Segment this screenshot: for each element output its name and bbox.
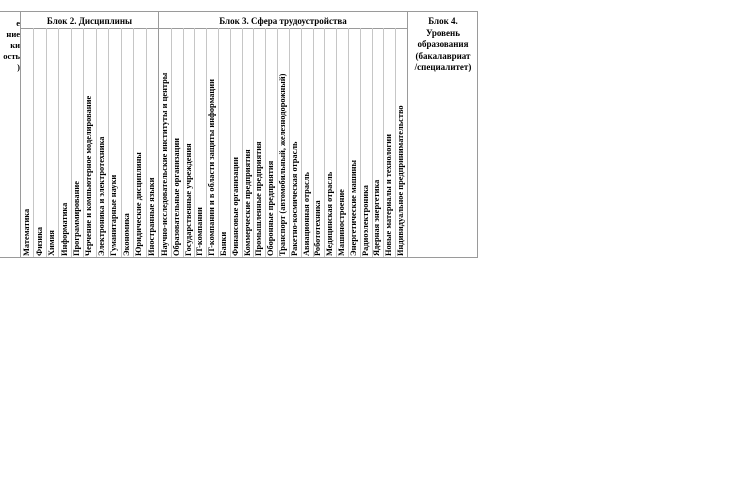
employment-column-divider	[265, 28, 266, 257]
discipline-column-label: Химия	[47, 230, 57, 256]
employment-column-divider	[360, 28, 361, 257]
block3-title: Блок 3. Сфера трудоустройства	[219, 16, 347, 26]
employment-column	[265, 28, 277, 256]
discipline-column-label: Электроника и электротехника	[96, 136, 106, 256]
employment-column-divider	[313, 28, 314, 257]
employment-column	[194, 28, 206, 256]
discipline-column	[108, 28, 120, 256]
discipline-column	[83, 28, 95, 256]
employment-column	[348, 28, 360, 256]
employment-column-divider	[171, 28, 172, 257]
employment-column	[324, 28, 336, 256]
block1-fragment: е	[16, 18, 20, 28]
discipline-column-label: Иностранные языки	[146, 177, 156, 256]
employment-column-label: Образовательные организации	[171, 138, 181, 256]
employment-column-label: IT-компании	[195, 207, 205, 256]
employment-column-label: Промышленные предприятия	[254, 141, 264, 256]
discipline-column-divider	[83, 28, 84, 257]
discipline-column-divider	[146, 28, 147, 257]
employment-column	[159, 28, 171, 256]
discipline-column-divider	[58, 28, 59, 257]
employment-column	[242, 28, 254, 256]
discipline-column-label: Программирование	[72, 181, 82, 256]
employment-column-label: IT-компании и в области защиты информации	[207, 79, 217, 256]
employment-column-divider	[253, 28, 254, 257]
discipline-column	[21, 28, 33, 256]
discipline-column-label: Экономика	[121, 213, 131, 256]
discipline-column-label: Гуманитарные науки	[109, 174, 119, 256]
discipline-column-divider	[46, 28, 47, 257]
employment-column-divider	[194, 28, 195, 257]
discipline-column-label: Информатика	[59, 202, 69, 256]
employment-column-divider	[395, 28, 396, 257]
employment-column-label: Новые материалы и технологии	[384, 134, 394, 256]
employment-column	[301, 28, 313, 256]
employment-column	[183, 28, 195, 256]
employment-column-divider	[183, 28, 184, 257]
employment-column-label: Радиоэлектроника	[360, 185, 370, 256]
employment-column	[206, 28, 218, 256]
employment-column	[230, 28, 242, 256]
discipline-column	[71, 28, 83, 256]
discipline-column-label: Юридические дисциплины	[134, 152, 144, 256]
employment-column-label: Коммерческие предприятия	[242, 149, 252, 256]
employment-column-divider	[348, 28, 349, 257]
employment-column-divider	[230, 28, 231, 257]
discipline-column-divider	[96, 28, 97, 257]
employment-column-divider	[242, 28, 243, 257]
employment-column-label: Индивидуальное предпринимательство	[396, 105, 406, 256]
employment-column-divider	[372, 28, 373, 257]
employment-column	[171, 28, 183, 256]
block4-line: (бакалавриат	[415, 50, 471, 61]
employment-column-divider	[383, 28, 384, 257]
block4-line: /специалитет)	[414, 62, 472, 72]
employment-column-divider	[324, 28, 325, 257]
discipline-column-divider	[121, 28, 122, 257]
employment-column-label: Транспорт (автомобильный, железнодорожный)	[277, 73, 287, 256]
employment-column-divider	[206, 28, 207, 257]
employment-column	[372, 28, 384, 256]
block1-fragment: ки	[10, 40, 20, 50]
discipline-column	[46, 28, 58, 256]
employment-column	[253, 28, 265, 256]
block4-line: образования	[417, 39, 469, 49]
discipline-column-label: Математика	[22, 208, 32, 256]
block4-line: Уровень	[426, 27, 460, 38]
discipline-column	[33, 28, 45, 256]
employment-column	[218, 28, 230, 256]
survey-structure-table	[0, 0, 478, 258]
employment-column	[395, 28, 407, 256]
block1-fragment: ость	[3, 51, 20, 61]
employment-column-label: Научно-исследовательские институты и центры	[159, 72, 169, 256]
employment-column-label: Ракетно-космическая отрасль	[289, 141, 299, 256]
employment-column	[336, 28, 348, 256]
block1-fragment: ние	[6, 29, 20, 39]
discipline-column-label: Черчение и компьютерное моделирование	[84, 95, 94, 256]
employment-column	[313, 28, 325, 256]
block1-header	[0, 18, 20, 73]
employment-column-label: Государственные учреждения	[183, 143, 193, 256]
employment-column-label: Энергетические машины	[348, 159, 358, 256]
block1-fragment: )	[17, 62, 20, 72]
discipline-column-label: Физика	[34, 226, 44, 256]
employment-column-label: Медицинская отрасль	[325, 171, 335, 256]
discipline-column-divider	[133, 28, 134, 257]
employment-column-divider	[289, 28, 290, 257]
block4-header	[408, 16, 478, 74]
employment-column-label: Банки	[218, 231, 228, 256]
employment-column-label: Ядерная энергетика	[372, 179, 382, 256]
employment-column-label: Оборонные предприятия	[266, 160, 276, 256]
employment-column	[360, 28, 372, 256]
discipline-column	[146, 28, 158, 256]
block2-title: Блок 2. Дисциплины	[46, 16, 133, 26]
employment-column-label: Машиностроение	[337, 189, 347, 256]
discipline-column	[121, 28, 133, 256]
employment-column-divider	[277, 28, 278, 257]
discipline-column-divider	[108, 28, 109, 257]
block4-line: Блок 4.	[428, 16, 458, 26]
employment-column	[289, 28, 301, 256]
employment-column-label: Авиационная отрасль	[301, 172, 311, 256]
discipline-column	[58, 28, 70, 256]
employment-column	[383, 28, 395, 256]
employment-column-label: Финансовые организации	[230, 157, 240, 256]
discipline-column-divider	[33, 28, 34, 257]
employment-column-divider	[218, 28, 219, 257]
discipline-column-divider	[71, 28, 72, 257]
employment-column	[277, 28, 289, 256]
employment-column-divider	[336, 28, 337, 257]
employment-column-label: Робототехника	[313, 200, 323, 256]
discipline-column	[96, 28, 108, 256]
employment-column-divider	[301, 28, 302, 257]
discipline-column	[133, 28, 145, 256]
